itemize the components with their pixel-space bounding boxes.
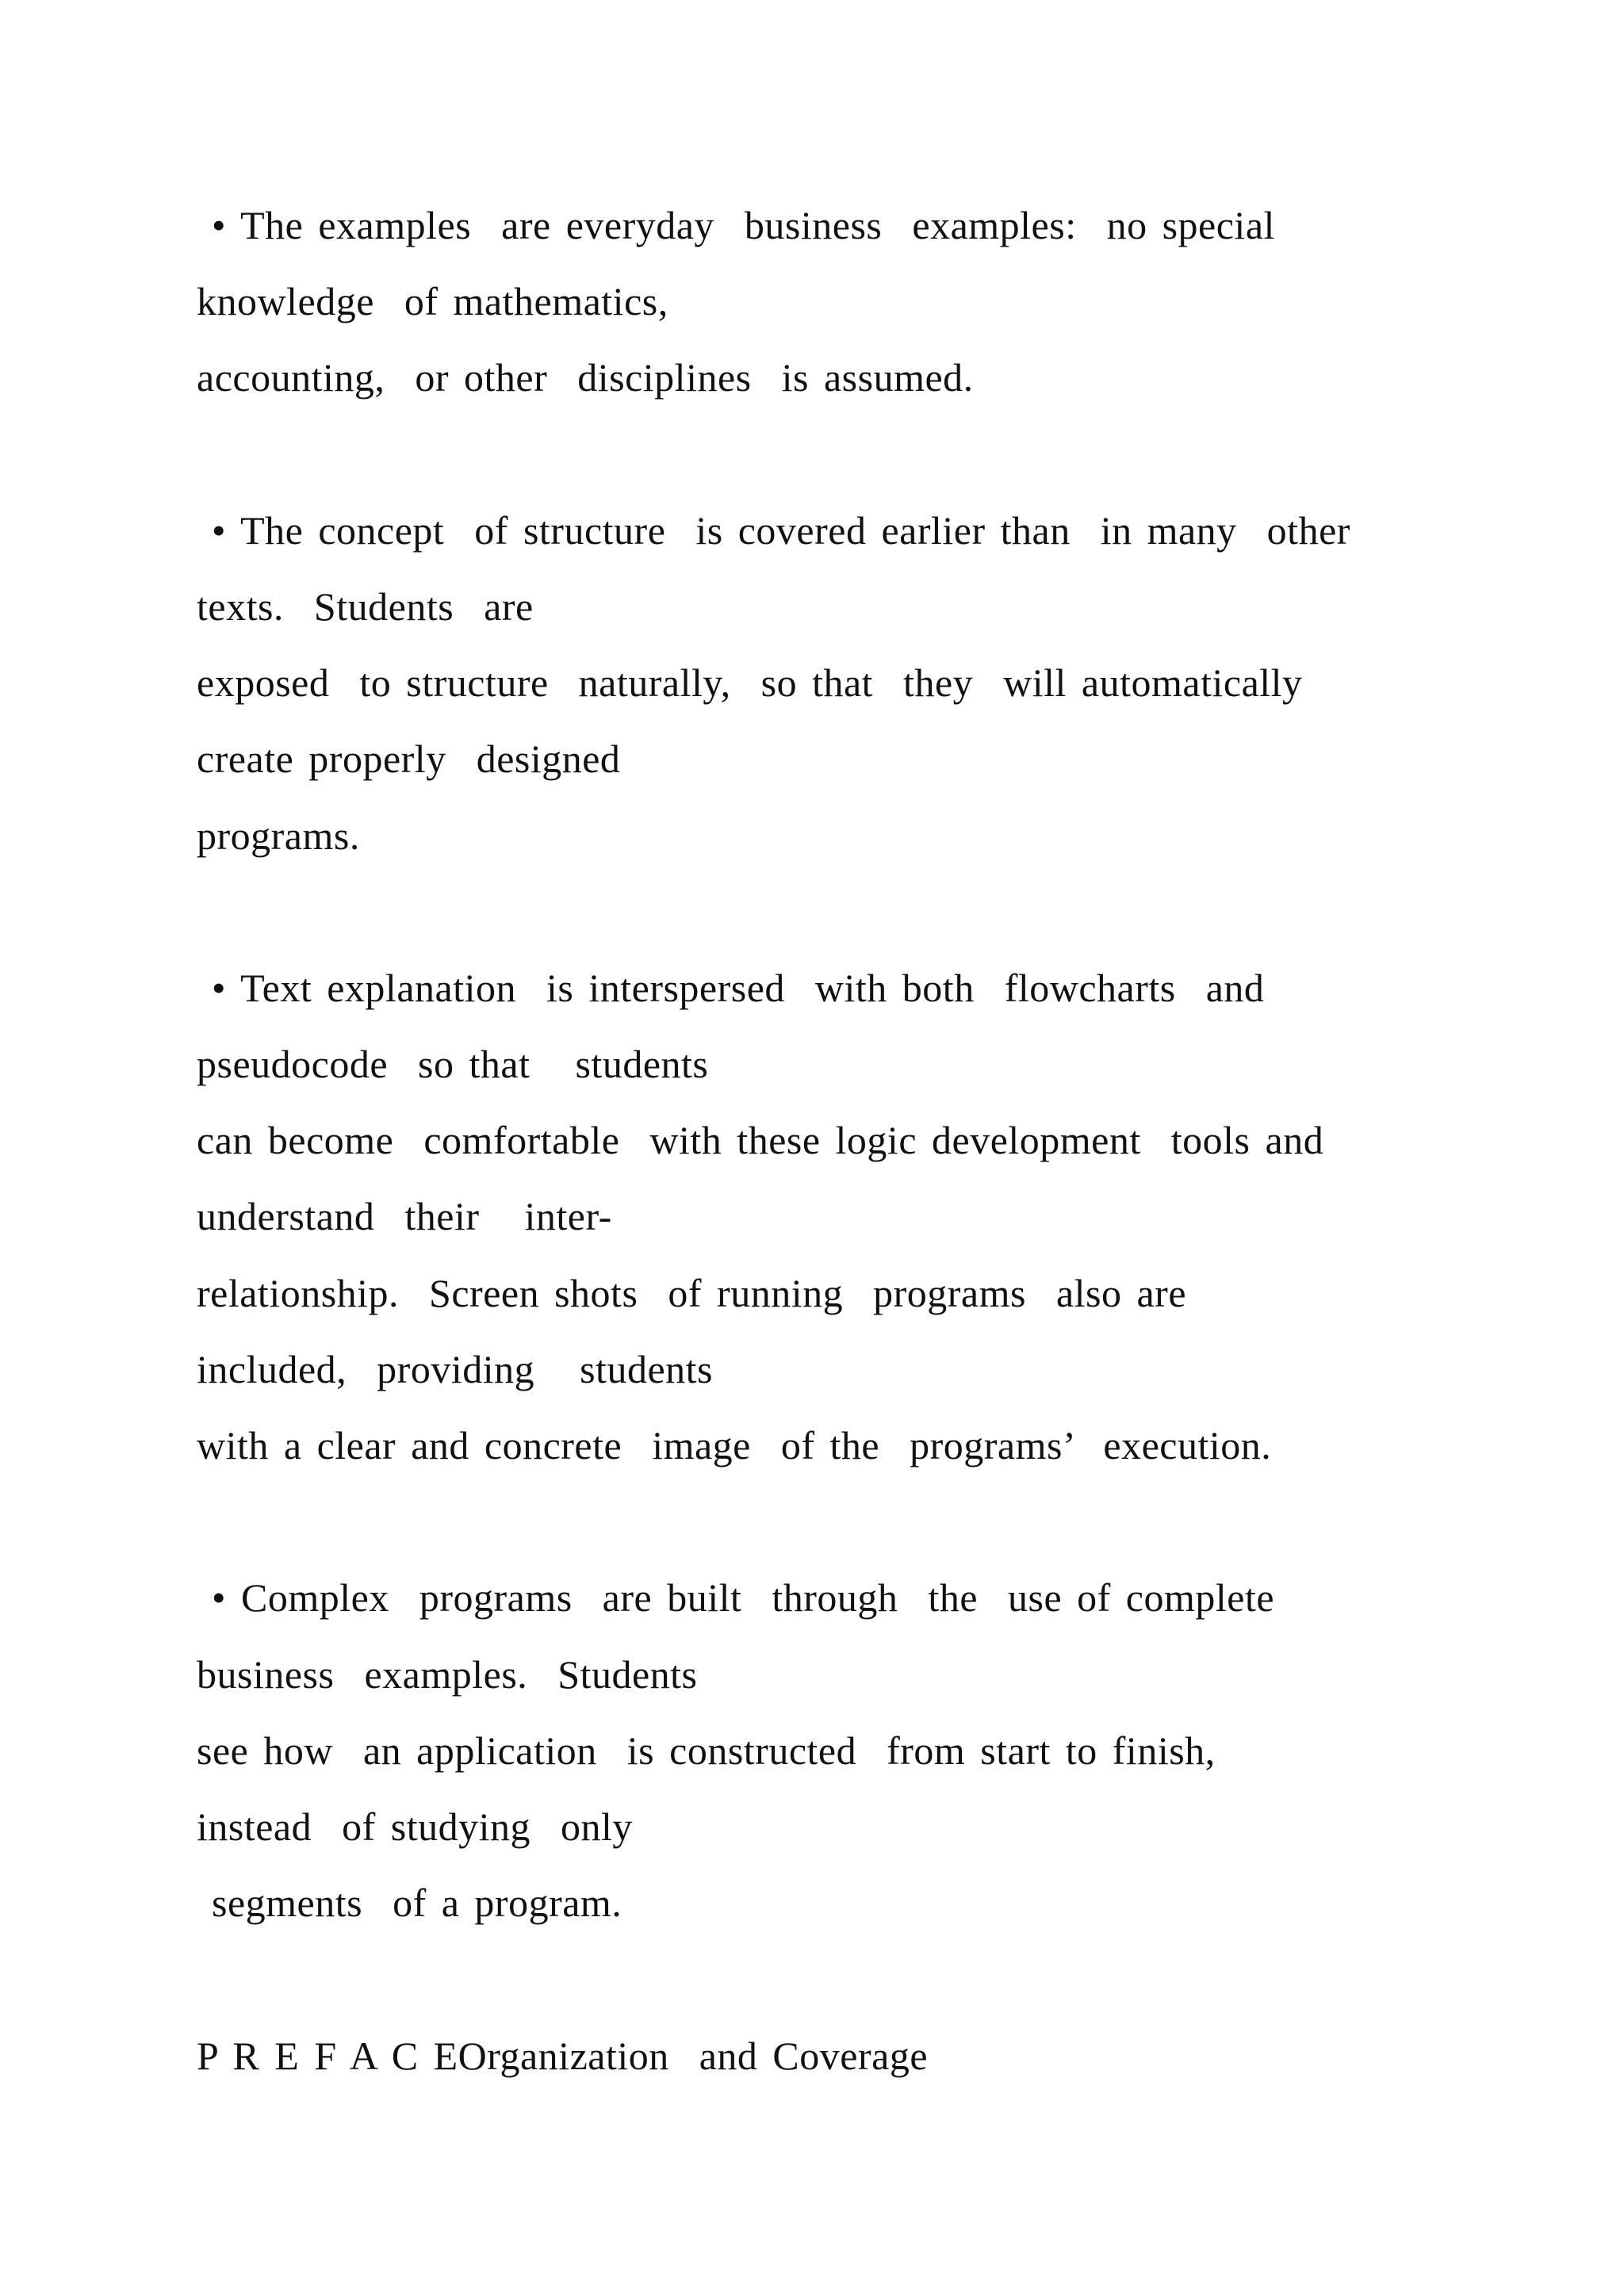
text-line: with a clear and concrete image of the programs’ execution.: [197, 1423, 1272, 1468]
section-heading: P R E F A C EOrganization and Coverage: [197, 2033, 929, 2078]
text-line: • The concept of structure is covered earlier than in many other: [197, 507, 1350, 553]
paragraph-spacer: [197, 1483, 1465, 1559]
text-line: instead of studying only: [197, 1804, 633, 1849]
text-line: can become comfortable with these logic development tools and: [197, 1118, 1324, 1163]
paragraph-everyday-examples: [197, 187, 1465, 416]
document-body: [197, 187, 1465, 2094]
text-line: accounting, or other disciplines is assumed.: [197, 355, 974, 400]
paragraph-structure: [197, 492, 1465, 874]
text-line: business examples. Students: [197, 1651, 698, 1697]
paragraph-complex-programs: [197, 1559, 1465, 1941]
paragraph-spacer: [197, 416, 1465, 492]
paragraph-text-explanation: [197, 950, 1465, 1483]
text-line: included, providing students: [197, 1346, 713, 1391]
paragraph-spacer: [197, 874, 1465, 950]
text-line: understand their inter-: [197, 1194, 612, 1239]
text-line: create properly designed: [197, 737, 621, 782]
text-line: relationship. Screen shots of running programs also are: [197, 1270, 1187, 1315]
text-line: programs.: [197, 813, 360, 858]
paragraph-spacer: [197, 1941, 1465, 2017]
text-line: pseudocode so that students: [197, 1042, 709, 1087]
text-line: knowledge of mathematics,: [197, 279, 668, 324]
text-line: see how an application is constructed from start to finish,: [197, 1728, 1216, 1773]
text-line: • Complex programs are built through the use of complete: [197, 1575, 1275, 1621]
text-line: texts. Students are: [197, 584, 534, 629]
text-line: segments of a program.: [197, 1881, 622, 1926]
text-line: • The examples are everyday business examples: no special: [197, 203, 1275, 247]
text-line: • Text explanation is interspersed with both flowcharts and: [197, 965, 1265, 1010]
text-line: exposed to structure naturally, so that they will automatically: [197, 660, 1303, 706]
